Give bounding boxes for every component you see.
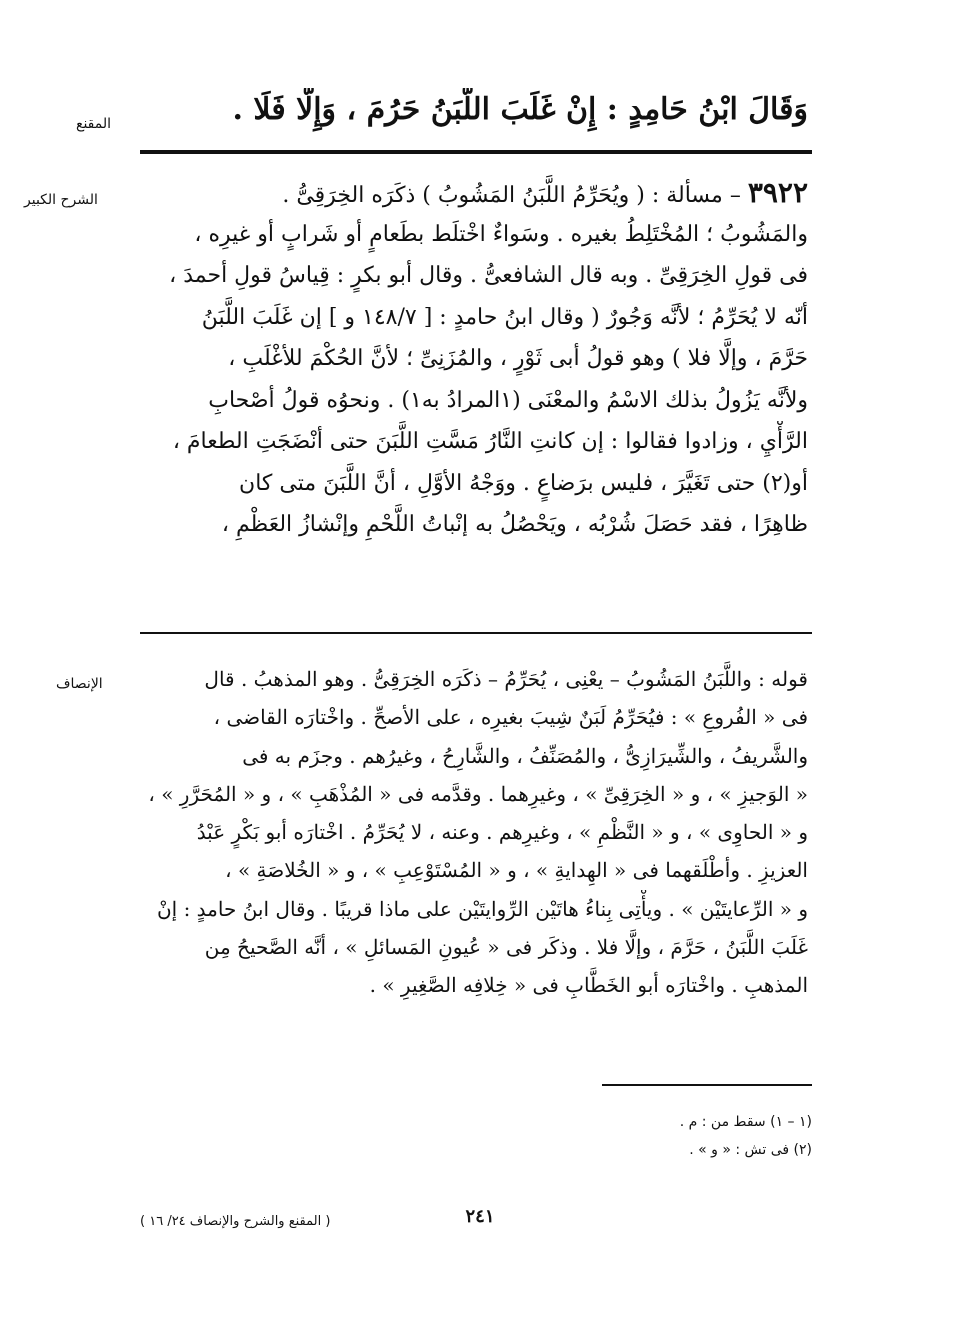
- insaf-line-5: و « الحاوِى » ، و « النَّظْمِ » ، وغيرِهم . وعنه ، لا يُحَرِّمُ . اخْتارَه أبو بَكْرٍ عَبْدُ: [196, 820, 808, 845]
- sharh-line-3: فى قولِ الخِرَقِىِّ . وبه قال الشافعىُّ . وقال أبو بكرٍ : قِياسُ قولِ أحمدَ ،: [169, 263, 808, 288]
- insaf-line-6: العزيزِ . وأطْلَقهما فى « الهِدايةِ » ، و « المُسْتَوْعِبِ » ، و « الخُلاصَةِ » ،: [225, 858, 808, 883]
- footnote-2: (٢) فى تش : « و » .: [689, 1142, 812, 1158]
- sharh-line-7: الرَّأْيِ ، وزادوا فقالوا : إن كانتِ النَّارُ مَسَّتِ اللَّبَنَ حتى أنْضَجَتِ الطعامَ ،: [172, 429, 808, 454]
- sharh-line-6: ولأنَّه يَزُولُ بذلك الاسْمُ والمعْنَى (١المرادُ به١) . ونحوُه قولُ أصْحابِ: [208, 387, 808, 413]
- sharh-line-4: أنّه لا يُحَرِّمُ ؛ لأنَّه وَجُورٌ ( وقال ابنُ حامدٍ : [ ١٤٨/٧ و ] إن غَلَبَ اللَّبَنُ: [201, 304, 808, 330]
- sharh-divider: [140, 632, 812, 634]
- insaf-line-9: المذهبِ . واخْتارَه أبو الخَطَّابِ فى « خِلافِه الصَّغِيرِ » .: [369, 973, 808, 998]
- insaf-line-4: « الوَجيزِ » ، و « الخِرَقِىِّ » ، وغيرِهما . وقدَّمه فى « المُذْهَبِ » ، و « المُحَرَّرِ » ،: [148, 781, 808, 806]
- sharh-line-1: ٣٩٢٢ – مسألة : ( ويُحَرِّمُ اللَّبَنُ المَشُوبُ ) ذكَرَه الخِرَقِىُّ .: [282, 176, 808, 209]
- insaf-line-1: قوله : واللَّبَنُ المَشُوبُ – يعْنِى ، يُحَرِّمُ – ذكَرَه الخِرَقِىُّ . وهو المذهبُ . قال: [204, 667, 808, 691]
- sharh-line-5: حَرَّمَ ، وإلَّا فلا ) وهو قولُ أبى ثَوْرٍ ، والمُزَنِىِّ ؛ لأنَّ الحُكْمَ للأغْلَبِ ،: [228, 346, 808, 371]
- issue-number: ٣٩٢٢: [747, 176, 808, 209]
- page-number: ٢٤١: [465, 1206, 495, 1227]
- volume-reference: ( المقنع والشرح والإنصاف ٢٤/ ١٦ ): [140, 1214, 331, 1229]
- sharh-line-2: والمَشُوبُ ؛ المُخْتَلِطُ بغيره . وسَواءٌ اخْتلَط بطَعامٍ أو شَرابٍ أو غيرِه ،: [194, 221, 808, 247]
- muqni-line: وَقَالَ ابْنُ حَامِدٍ : إِنْ غَلَبَ اللَّبَنُ حَرُمَ ، وَإِلَّا فَلَا .: [232, 92, 808, 127]
- muqni-divider: [140, 150, 812, 154]
- insaf-line-7: و « الرِّعايتَيْن » . ويأْتِى بِناءُ هاتَيْن الرِّوايتَيْن على ماذا قريبًا . وقال ابنُ حامدٍ : إنْ: [156, 896, 808, 921]
- footnote-1: (١ – ١) سقط من : م .: [679, 1114, 812, 1130]
- insaf-line-3: والشَّريفُ ، والشِّيرَازِىُّ ، والمُصَنِّفُ ، والشَّارِحُ ، وغيرُهم . وجزَم به فى: [242, 743, 808, 768]
- side-label-sharh: الشرح الكبير: [24, 192, 98, 208]
- footnote-divider: [602, 1084, 812, 1086]
- insaf-line-8: غَلَبَ اللَّبَنُ ، حَرَّمَ ، وإلَّا فلا . وذكَر فى « عُيونِ المَسائلِ » ، أنَّه الصَّحيحُ مِن: [204, 935, 808, 960]
- insaf-section: [136, 660, 808, 1005]
- sharh-line-8: أو(٢) حتى تَغَيَّرَ ، فليس برَضاعٍ . ووَجْهُ الأوَّلِ ، أنَّ اللَّبَنَ متى كان: [239, 470, 808, 496]
- side-label-insaf: الإنصاف: [56, 676, 103, 692]
- insaf-line-2: فى « الفُروعِ » : فيُحَرِّمُ لَبَنٌ شِيبَ بغيرِه ، على الأصحِّ . واخْتارَه القاضى ،: [213, 705, 808, 730]
- side-label-muqni: المقنع: [76, 116, 112, 132]
- sharh-line-9: ظاهِرًا ، فقد حَصَلَ شُرْبُه ، ويَحْصُلُ به إنْباتُ اللَّحْمِ وإنْشازُ العَظْمِ ،: [221, 512, 808, 537]
- footnotes: [560, 1108, 812, 1164]
- sharh-section: [136, 172, 808, 546]
- muqni-text: [136, 88, 808, 132]
